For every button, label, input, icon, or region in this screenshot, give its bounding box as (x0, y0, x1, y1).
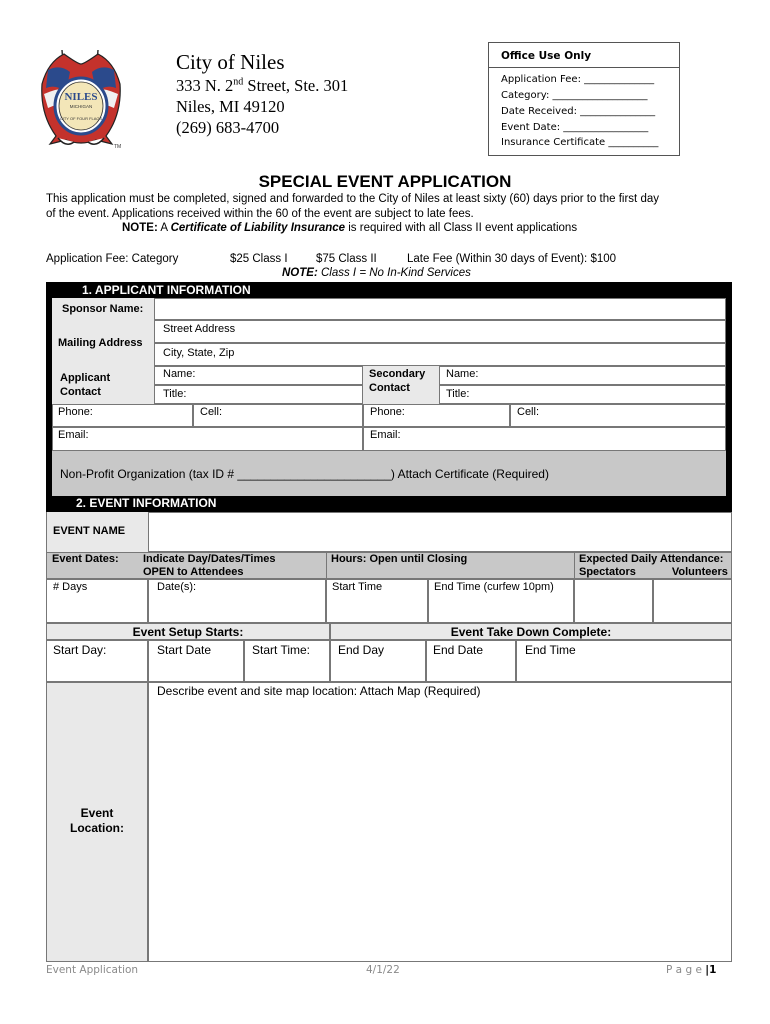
svg-text:TM: TM (114, 144, 122, 150)
svg-text:NILES: NILES (64, 91, 98, 103)
nonprofit-tax-id-field[interactable]: Non-Profit Organization (tax ID # _______________________) Attach Certificate (Required) (52, 451, 726, 496)
event-heading: 2. EVENT INFORMATION (76, 496, 217, 510)
hours-label: Hours: Open until Closing (331, 553, 468, 565)
volunteers-input[interactable] (653, 579, 732, 623)
takedown-heading: Event Take Down Complete: (330, 623, 732, 640)
takedown-end-day-input[interactable]: End Day (330, 640, 426, 682)
applicant-cell-input[interactable]: Cell: (193, 404, 363, 427)
fee-class-1: $25 Class I (230, 253, 288, 265)
office-category: Category: ___________________ (501, 90, 648, 101)
sponsor-label: Sponsor Name: (52, 298, 154, 320)
office-date-received: Date Received: _______________ (501, 106, 656, 117)
secondary-name-input[interactable]: Name: (439, 366, 726, 385)
applicant-contact-label: Applicant Contact (52, 366, 154, 404)
office-fee: Application Fee: ______________ (501, 74, 655, 85)
intro-line-1: This application must be completed, signed and forwarded to the City of Niles at least sixty (60) days prior to the first day (46, 193, 659, 205)
event-location-label: Event Location: (70, 806, 124, 835)
dates-input[interactable]: Date(s): (148, 579, 326, 623)
secondary-phone-input[interactable]: Phone: (363, 404, 510, 427)
city-state-zip-input[interactable]: City, State, Zip (154, 343, 726, 366)
days-input[interactable]: # Days (46, 579, 148, 623)
applicant-title-input[interactable]: Title: (154, 385, 363, 404)
setup-start-date-input[interactable]: Start Date (148, 640, 244, 682)
intro-line-2: of the event. Applications received within the 60 of the event are subject to late fees. (46, 208, 474, 220)
class-note: NOTE: Class I = No In-Kind Services (282, 267, 471, 279)
office-insurance: Insurance Certificate __________ (501, 137, 659, 148)
applicant-phone-input[interactable]: Phone: (52, 404, 193, 427)
takedown-end-time-input[interactable]: End Time (516, 640, 732, 682)
end-time-input[interactable]: End Time (curfew 10pm) (428, 579, 574, 623)
city-name: City of Niles (176, 50, 285, 74)
street-address: 333 N. 2nd Street, Ste. 301 (176, 76, 349, 95)
city-state: Niles, MI 49120 (176, 97, 285, 116)
setup-heading: Event Setup Starts: (46, 623, 330, 640)
fee-late: Late Fee (Within 30 days of Event): $100 (407, 253, 617, 265)
svg-text:CITY OF FOUR FLAGS: CITY OF FOUR FLAGS (59, 116, 103, 121)
office-event-date: Event Date: _________________ (501, 122, 649, 133)
indicate-days-label: Indicate Day/Dates/Times OPEN to Attendees (143, 553, 276, 578)
office-use-box (488, 42, 680, 156)
footer-page-number: P a g e |1 (666, 964, 717, 976)
start-time-input[interactable]: Start Time (326, 579, 428, 623)
fee-class-2: $75 Class II (316, 253, 377, 265)
applicant-heading: 1. APPLICANT INFORMATION (82, 283, 251, 297)
setup-start-day-input[interactable]: Start Day: (46, 640, 148, 682)
spectators-input[interactable] (574, 579, 653, 623)
mailing-label: Mailing Address (52, 320, 154, 366)
event-name-label: EVENT NAME (46, 512, 148, 552)
event-name-input[interactable] (148, 512, 732, 552)
footer-date: 4/1/22 (366, 964, 400, 976)
secondary-title-input[interactable]: Title: (439, 385, 726, 404)
sponsor-name-input[interactable] (154, 298, 726, 320)
fee-category-label: Application Fee: Category (46, 253, 179, 265)
applicant-email-input[interactable]: Email: (52, 427, 363, 451)
city-seal-logo (36, 44, 126, 152)
event-dates-label: Event Dates: (52, 553, 119, 565)
footer-doc-name: Event Application (46, 964, 139, 976)
applicant-name-input[interactable]: Name: (154, 366, 363, 385)
street-address-input[interactable]: Street Address (154, 320, 726, 343)
page-title: SPECIAL EVENT APPLICATION (258, 172, 512, 191)
secondary-email-input[interactable]: Email: (363, 427, 726, 451)
secondary-contact-label: Secondary Contact (363, 366, 439, 404)
office-use-title: Office Use Only (501, 50, 592, 62)
city-phone: (269) 683-4700 (176, 118, 280, 137)
event-location-description-input[interactable]: Describe event and site map location: Attach Map (Required) (148, 682, 732, 962)
svg-text:MICHIGAN: MICHIGAN (69, 104, 93, 109)
secondary-cell-input[interactable]: Cell: (510, 404, 726, 427)
takedown-end-date-input[interactable]: End Date (426, 640, 516, 682)
attendance-label: Expected Daily Attendance: Spectators Volunteers (579, 553, 728, 578)
insurance-note: NOTE: A Certificate of Liability Insurance is required with all Class II event applications (122, 222, 578, 234)
setup-start-time-input[interactable]: Start Time: (244, 640, 330, 682)
